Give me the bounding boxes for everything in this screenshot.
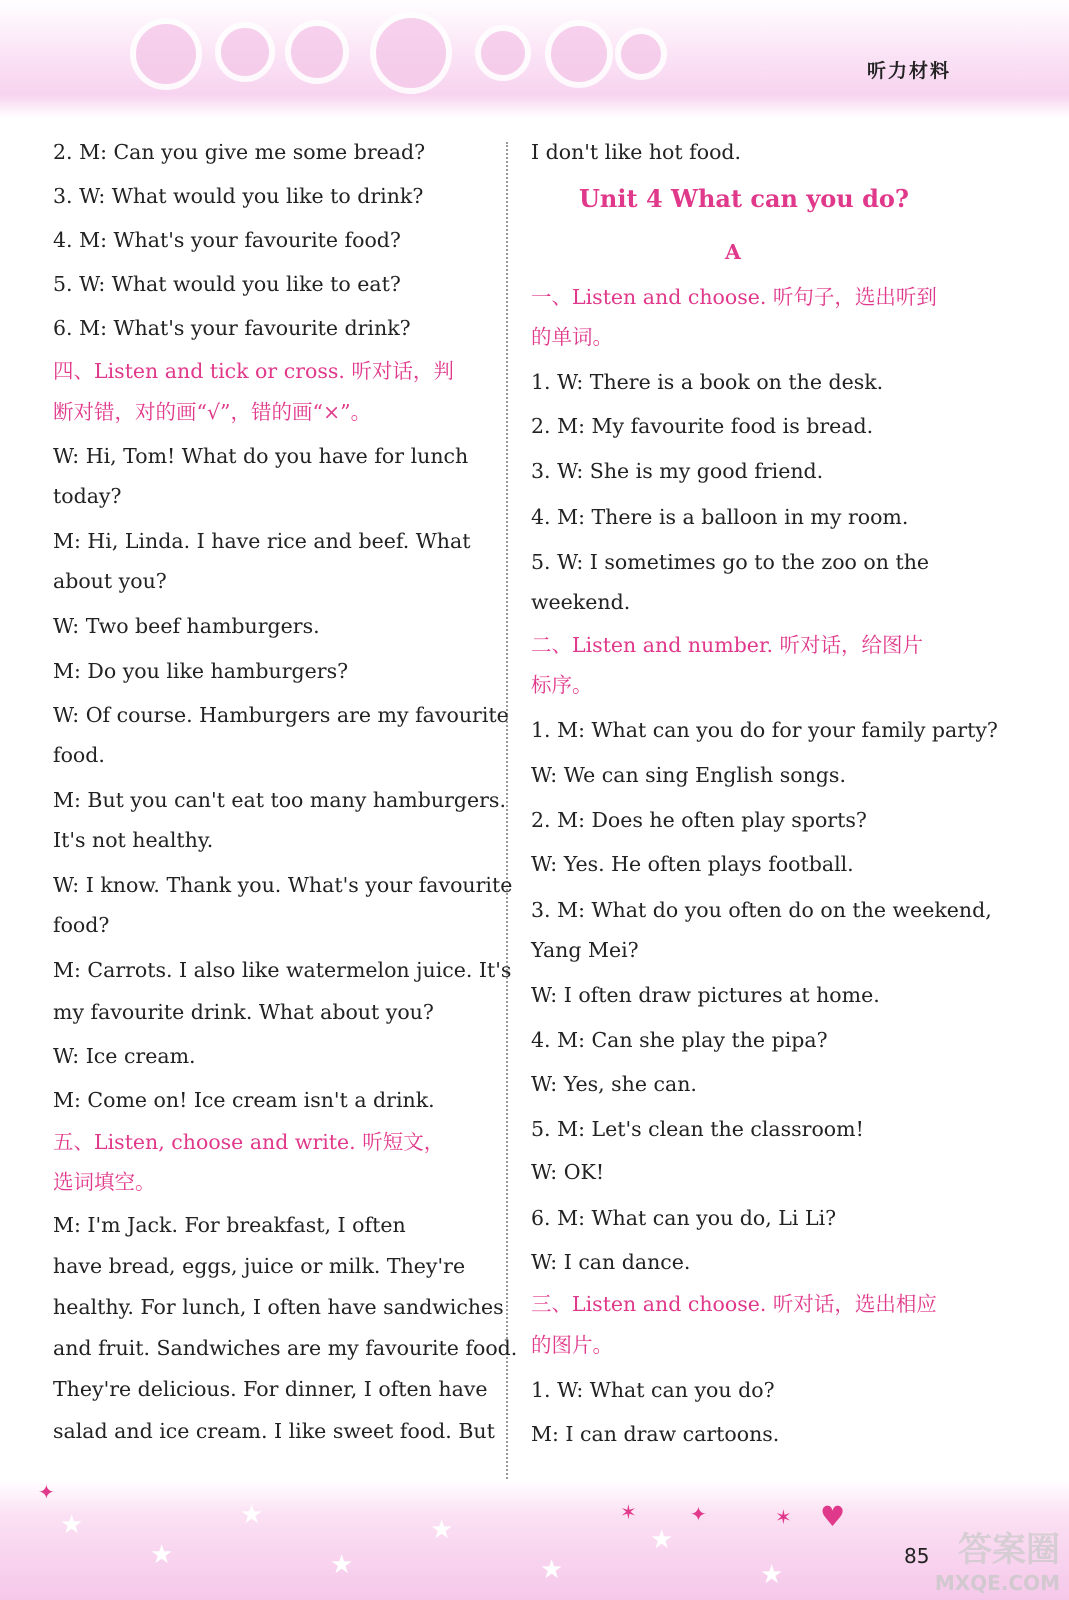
bird-icon: ✶ xyxy=(620,1500,637,1524)
text-line: W: We can sing English songs. xyxy=(531,763,846,787)
header-decoration xyxy=(130,18,202,90)
star-icon: ★ xyxy=(540,1555,564,1585)
star-icon: ★ xyxy=(330,1550,354,1580)
text-line: 3. W: What would you like to drink? xyxy=(53,184,424,208)
bird-icon: ✶ xyxy=(775,1505,792,1529)
text-line: M: Do you like hamburgers? xyxy=(53,659,349,683)
star-icon: ★ xyxy=(150,1540,174,1570)
text-line: my favourite drink. What about you? xyxy=(53,1000,434,1024)
text-line: W: I often draw pictures at home. xyxy=(531,983,880,1007)
text-line: today? xyxy=(53,484,122,508)
text-line: M: Come on! Ice cream isn't a drink. xyxy=(53,1088,435,1112)
text-line: M: Hi, Linda. I have rice and beef. What xyxy=(53,529,471,553)
section-heading: 四、Listen and tick or cross. 听对话，判 xyxy=(53,359,454,383)
text-line: 4. M: There is a balloon in my room. xyxy=(531,505,909,529)
text-line: 1. W: What can you do? xyxy=(531,1378,775,1402)
text-line: have bread, eggs, juice or milk. They're xyxy=(53,1254,466,1278)
watermark-logo: 答案圈 xyxy=(958,1530,1060,1570)
text-line: W: Yes, she can. xyxy=(531,1072,697,1096)
text-line: M: But you can't eat too many hamburgers. xyxy=(53,788,506,812)
text-line: healthy. For lunch, I often have sandwiches xyxy=(53,1295,504,1319)
section-heading: 标序。 xyxy=(531,673,593,697)
text-line: W: Hi, Tom! What do you have for lunch xyxy=(53,444,469,468)
header-band xyxy=(0,0,1069,118)
text-line: 5. M: Let's clean the classroom! xyxy=(531,1117,864,1141)
text-line: salad and ice cream. I like sweet food. But xyxy=(53,1419,495,1443)
section-heading: 三、Listen and choose. 听对话，选出相应 xyxy=(531,1292,937,1316)
text-line: about you? xyxy=(53,569,167,593)
section-title: 听力材料 xyxy=(866,60,951,82)
star-icon: ★ xyxy=(240,1500,264,1530)
text-line: M: I can draw cartoons. xyxy=(531,1422,780,1446)
text-line: 4. M: Can she play the pipa? xyxy=(531,1028,828,1052)
section-heading: 的图片。 xyxy=(531,1333,613,1357)
star-icon: ★ xyxy=(650,1525,674,1555)
header-decoration xyxy=(370,12,452,94)
part-label: A xyxy=(725,240,741,264)
text-line: 5. W: I sometimes go to the zoo on the xyxy=(531,550,930,574)
text-line: I don't like hot food. xyxy=(531,140,742,164)
star-icon: ★ xyxy=(760,1560,784,1590)
text-line: 2. M: My favourite food is bread. xyxy=(531,414,874,438)
header-decoration xyxy=(285,20,349,84)
section-heading: 五、Listen, choose and write. 听短文， xyxy=(53,1130,445,1154)
text-line: W: OK! xyxy=(531,1160,605,1184)
text-line: W: I can dance. xyxy=(531,1250,691,1274)
page-number: 85 xyxy=(904,1544,930,1568)
text-line: W: Yes. He often plays football. xyxy=(531,852,854,876)
text-line: 6. M: What can you do, Li Li? xyxy=(531,1206,837,1230)
unit-title: Unit 4 What can you do? xyxy=(579,184,909,213)
text-line: W: I know. Thank you. What's your favourite xyxy=(53,873,513,897)
text-line: W: Of course. Hamburgers are my favourite xyxy=(53,703,509,727)
watermark-url: MXQE.COM xyxy=(934,1571,1060,1595)
text-line: M: Carrots. I also like watermelon juice. It's xyxy=(53,958,512,982)
text-line: food? xyxy=(53,913,110,937)
heart-icon: ♥ xyxy=(820,1500,846,1533)
text-line: 5. W: What would you like to eat? xyxy=(53,272,401,296)
section-heading: 选词填空。 xyxy=(53,1170,156,1194)
star-icon: ★ xyxy=(430,1515,454,1545)
header-decoration xyxy=(475,25,531,81)
text-line: W: Ice cream. xyxy=(53,1044,196,1068)
section-heading: 二、Listen and number. 听对话，给图片 xyxy=(531,633,924,657)
text-line: M: I'm Jack. For breakfast, I often xyxy=(53,1213,406,1237)
text-line: 2. M: Does he often play sports? xyxy=(531,808,867,832)
text-line: They're delicious. For dinner, I often have xyxy=(53,1377,488,1401)
header-decoration xyxy=(545,20,613,88)
text-line: 4. M: What's your favourite food? xyxy=(53,228,401,252)
header-decoration xyxy=(215,22,275,82)
star-icon: ★ xyxy=(60,1510,84,1540)
bird-icon: ✦ xyxy=(690,1502,707,1526)
text-line: 6. M: What's your favourite drink? xyxy=(53,316,411,340)
text-line: 1. M: What can you do for your family party? xyxy=(531,718,998,742)
text-line: food. xyxy=(53,743,105,767)
text-line: weekend. xyxy=(531,590,631,614)
text-line: 2. M: Can you give me some bread? xyxy=(53,140,426,164)
text-line: 1. W: There is a book on the desk. xyxy=(531,370,884,394)
section-heading: 的单词。 xyxy=(531,325,613,349)
text-line: 3. W: She is my good friend. xyxy=(531,459,824,483)
text-line: and fruit. Sandwiches are my favourite food. xyxy=(53,1336,518,1360)
text-line: It's not healthy. xyxy=(53,828,214,852)
text-line: W: Two beef hamburgers. xyxy=(53,614,320,638)
text-line: 3. M: What do you often do on the weekend, xyxy=(531,898,992,922)
text-line: Yang Mei? xyxy=(531,938,639,962)
bird-icon: ✦ xyxy=(38,1480,55,1504)
column-divider xyxy=(506,142,508,1482)
section-heading: 断对错，对的画“√”，错的画“×”。 xyxy=(53,400,372,424)
header-decoration xyxy=(615,28,667,80)
section-heading: 一、Listen and choose. 听句子，选出听到 xyxy=(531,285,937,309)
